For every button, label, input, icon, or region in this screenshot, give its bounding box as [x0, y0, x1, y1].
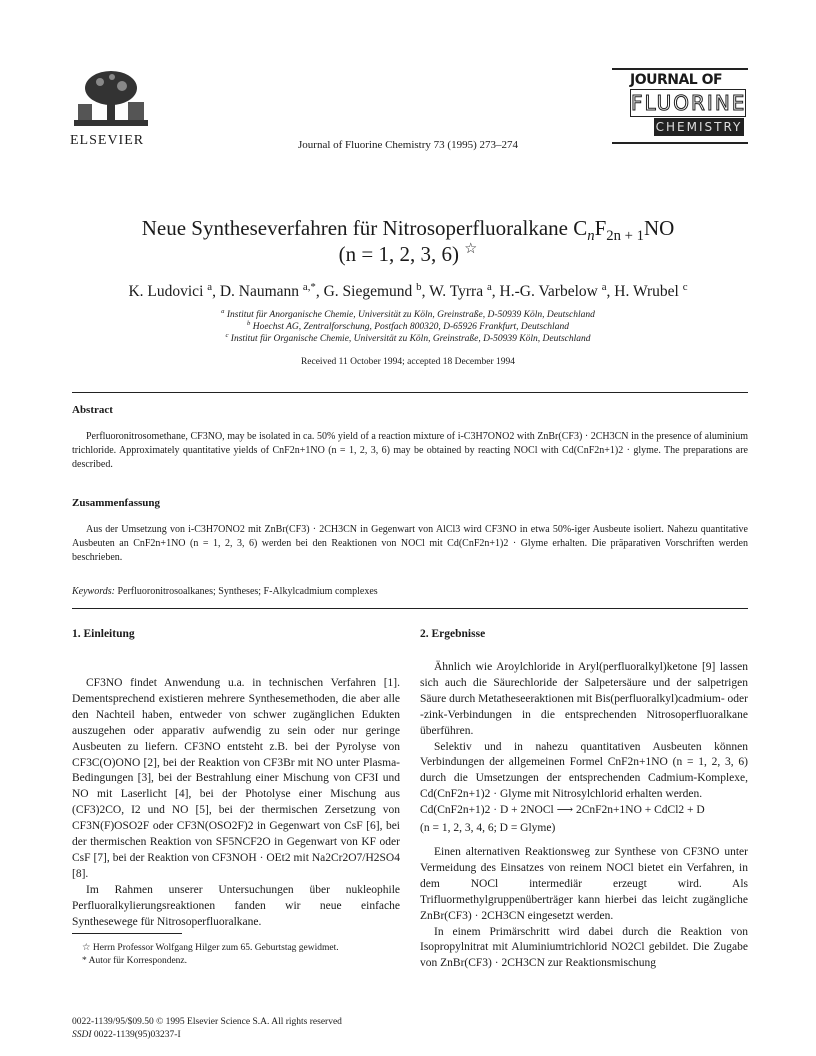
author-list: K. Ludovici $^a$, D. Naumann $^{a,*}$, G. Siegemund $^b$, W. Tyrra $^a$, H.-G. Varbelow $^a$, H. Wrubel $^c$	[128, 280, 688, 300]
elsevier-tree-logo	[70, 68, 152, 130]
author-name: H. Wrubel	[614, 283, 683, 300]
paragraph: Ähnlich wie Aroylchloride in Aryl(perfluoralkyl)ketone [9] lassen sich auch die Säurechloride der Salpetersäure und der salpetrigen Säure durch Metatheseeraktionen mit Bis(perfluoralkyl)cadmium- oder -zink-Verbindungen in die entsprechenden Nitrosoperfluoralkane überführen.	[420, 661, 748, 737]
section-heading-einleitung: 1. Einleitung	[72, 628, 135, 640]
section-einleitung-body	[72, 676, 400, 931]
abstract-heading: Abstract	[72, 404, 113, 416]
footnote-star-icon: ☆	[464, 241, 478, 257]
author-name: H.-G. Varbelow	[499, 283, 602, 300]
paragraph: Im Rahmen unserer Untersuchungen über nukleophile Perfluoralkylierungsreaktionen fanden wir neue einfache Synthesewege für Nitrosoperfluoralkane.	[72, 883, 400, 928]
affiliation-a: $^a$ Institut für Anorganische Chemie, Universität zu Köln, Greinstraße, D-50939 Köln, Deutschland	[221, 307, 595, 320]
paragraph: In einem Primärschritt wird dabei durch die Reaktion von Isopropylnitrat mit Aluminiumtrichlorid NO2Cl gebildet. Die Zugabe von ZnBr(CF3) · 2CH3CN zur Reaktionsmischung	[420, 925, 748, 970]
footnote-rule	[72, 933, 182, 934]
received-dates: Received 11 October 1994; accepted 18 December 1994	[300, 357, 516, 367]
paragraph: Einen alternativen Reaktionsweg zur Synthese von CF3NO unter Vermeidung des Einsatzes von reinem NOCl bietet ein Verfahren, in dem NOCl intermediär erzeugt wird. Als Trifluormethylgruppenüberträger kann hierbei das leicht zugängliche ZnBr(CF3) · 2CH3CN eingesetzt werden.	[420, 845, 748, 922]
footnote-dedication: ☆ Herrn Professor Wolfgang Hilger zum 65. Geburtstag gewidmet.	[82, 943, 339, 953]
zusammenfassung-heading: Zusammenfassung	[72, 497, 161, 509]
section-ergebnisse-body	[420, 660, 748, 972]
author-name: W. Tyrra	[429, 283, 487, 300]
journal-citation: Journal of Fluorine Chemistry 73 (1995) 273–274	[298, 139, 518, 151]
keywords: Keywords: Perfluoronitrosoalkanes; Syntheses; F-Alkylcadmium complexes	[72, 586, 378, 597]
equation-conditions: (n = 1, 2, 3, 4, 6; D = Glyme)	[420, 822, 556, 835]
article-title: Neue Syntheseverfahren für Nitrosoperfluoralkane $C_nF_{2n + 1}NO$ (n = 1, 2, 3, 6) ☆	[141, 216, 675, 266]
footnote-correspondence: * Autor für Korrespondenz.	[82, 956, 188, 966]
affiliation-c: $^c$ Institut für Organische Chemie, Universität zu Köln, Greinstraße, D-50939 Köln, Deutschland	[225, 331, 591, 344]
author-name: D. Naumann	[219, 283, 303, 300]
author-affiliation-mark: c	[682, 280, 688, 293]
author-name: G. Siegemund	[323, 283, 417, 300]
copyright-line: 0022-1139/95/$09.50 © 1995 Elsevier Science S.A. All rights reserved	[72, 1017, 342, 1027]
author-affiliation-mark: a	[601, 280, 607, 293]
journal-logo-line2: FLUORINE	[631, 91, 747, 115]
journal-logo-line1: JOURNAL OF	[630, 72, 723, 88]
author-affiliation-mark: a	[207, 280, 213, 293]
journal-logo	[612, 68, 748, 148]
journal-logo-line3: CHEMISTRY	[655, 120, 743, 134]
author-name: K. Ludovici	[128, 283, 208, 300]
paragraph: Selektiv und in nahezu quantitativen Ausbeuten können Verbindungen der allgemeinen Formel CnF2n+1NO (n = 1, 2, 3, 6) durch die Umsetzungen der entsprechenden Cadmium-Komplexe, Cd(CnF2n+1)2 · Glyme mit Nitrosylchlorid erhalten werden.	[420, 740, 748, 801]
paragraph: CF3NO findet Anwendung u.a. in technischen Verfahren [1]. Dementsprechend existieren mehrere Synthesemethoden, die aber alle den Nachteil haben, entweder von schwer zugänglichen Edukten auszugehen oder apparativ aufwendig zu sein oder nur geringe Ausbeuten zu liefern. CF3NO entsteht z.B. bei der Pyrolyse von CF3C(O)ONO [2], bei der Reaktion von CF3Br mit NO unter Plasma-Bedingungen [3], bei der Bestrahlung einer Mischung von CF3I und NO mit Laserlicht [4], bei der Photolyse einer Mischung aus (CF3)2CO, I2 und NO [5], bei der thermischen Zersetzung von CF3N(F)OSO2F oder CF3N(OSO2F)2 in Gegenwart von CsF [6], bei der thermischen Reaktion von SF5NCF2O in Gegenwart von KF oder CsF [7], bei der Reaktion von CF3NOH · OEt2 mit Na2Cr2O7/H2SO4 [8].	[72, 677, 400, 880]
reaction-equation: Cd(CnF2n+1)2 · D + 2NOCl ⟶ 2CnF2n+1NO + CdCl2 + D	[420, 804, 705, 817]
author-affiliation-mark: a	[486, 280, 492, 293]
abstract-text: Perfluoronitrosomethane, CF3NO, may be isolated in ca. 50% yield of a reaction mixture of i-C3H7ONO2 with ZnBr(CF3) · 2CH3CN in the presence of aluminium trichloride. Approximately quantitative yields of CnF2n+1NO (n = 1, 2, 3, 6) may be obtained by reacting NOCl with Cd(CnF2n+1)2 · glyme. The preparations are described.	[72, 431, 748, 470]
author-affiliation-mark: a,*	[302, 280, 316, 293]
author-affiliation-mark: b	[416, 280, 422, 293]
ssdi-line: SSDI 0022-1139(95)03237-I	[72, 1030, 181, 1040]
zusammenfassung-text: Aus der Umsetzung von i-C3H7ONO2 mit ZnBr(CF3) · 2CH3CN in Gegenwart von AlCl3 wird CF3NO in etwa 50%-iger Ausbeute isoliert. Nahezu quantitative Ausbeuten an CnF2n+1NO (n = 1, 2, 3, 6) werden bei den Reaktionen von NOCl mit Cd(CnF2n+1)2 · Glyme erhalten. Die präparativen Vorschriften werden beschrieben.	[72, 524, 748, 563]
divider	[72, 608, 748, 609]
section-heading-ergebnisse: 2. Ergebnisse	[420, 628, 486, 640]
divider	[72, 392, 748, 393]
affiliation-b: $^b$ Hoechst AG, Zentralforschung, Postfach 800320, D-65926 Frankfurt, Deutschland	[247, 319, 569, 332]
publisher-name: ELSEVIER	[70, 133, 145, 148]
